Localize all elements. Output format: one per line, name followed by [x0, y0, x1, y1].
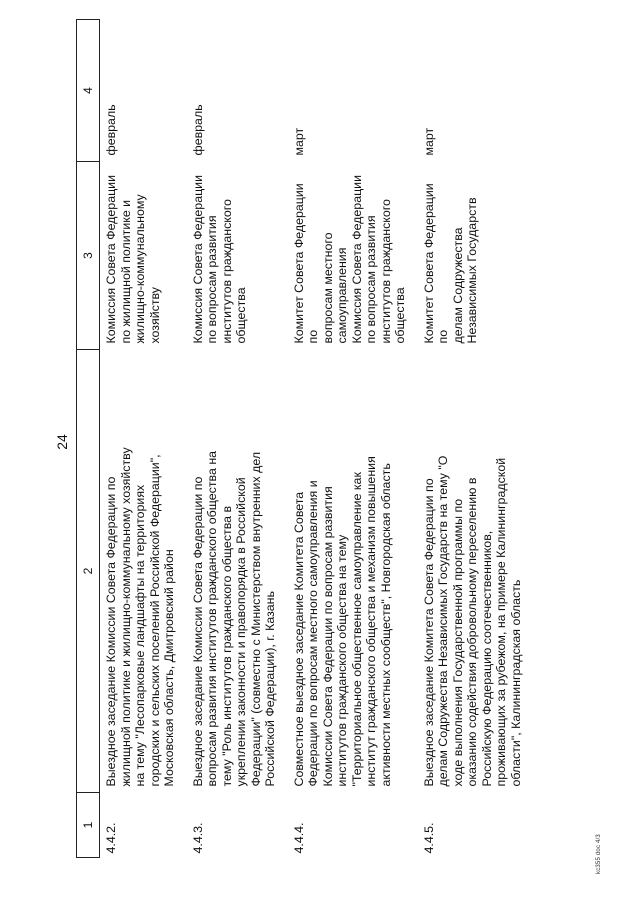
organizer: Комиссия Совета Федерации по вопросам развития институтов гражданского общества: [190, 174, 248, 344]
column-header-2: 2: [77, 350, 100, 793]
table-row: [187, 20, 288, 858]
month: март: [291, 127, 306, 156]
column-header-4: 4: [77, 20, 100, 162]
events-table: [76, 19, 533, 858]
event-description: Выездное заседание Комиссии Совета Федерации по вопросам развития институтов гражданского общества на тему "Роль институтов гражданского общества в укреплении законности и правопорядка в Российской Федерации" (совместно с Министерством внутренних дел Российской Федерации), г. Казань: [190, 450, 277, 787]
column-header-1: 1: [77, 793, 100, 858]
event-description: Совместное выездное заседание Комитета Совета Федерации по вопросам местного самоуправления и Комиссии Совета Федерации по вопросам развития институтов гражданского общества на тему "Территориальное общественное самоуправление как институт гражданского общества и механизм повышения активности местных сообществ", Новгородская область: [291, 456, 393, 787]
table-row: [288, 20, 418, 858]
event-description: Выездное заседание Комиссии Совета Федерации по жилищной политике и жилищно-коммунальному хозяйству на тему "Лесопарковые ландшафты на территориях городских и сельских поселений Российской Федерации", Московская область, Дмитровский район: [104, 447, 176, 787]
rotated-page: [20, 20, 620, 880]
organizer: Комиссия Совета Федерации по жилищной политике и жилищно-коммунальному хозяйству: [104, 174, 162, 344]
print-mark: kc355 doc 4/3: [596, 834, 602, 874]
table-header-row: [77, 20, 100, 858]
month: февраль: [190, 104, 205, 156]
organizer: Комитет Совета Федерации по делам Содружества Независимых Государств: [421, 183, 479, 344]
item-number: 4.4.5.: [421, 822, 436, 854]
item-number: 4.4.2.: [104, 822, 118, 854]
column-header-3: 3: [77, 162, 100, 350]
page-number: 24: [54, 434, 70, 450]
event-description: Выездное заседание Комитета Совета Федерации по делам Содружества Независимых Государств на тему "О ходе выполнения Государственной программы по оказанию содействия добровольному переселению в Российскую Федерацию соотечественников, проживающих за рубежом, на примере Калининградской области", Калининградская область: [421, 455, 523, 787]
month: март: [421, 127, 436, 156]
item-number: 4.4.4.: [291, 822, 306, 854]
table-row: [418, 20, 534, 858]
item-number: 4.4.3.: [190, 822, 205, 854]
table-row: [100, 20, 187, 858]
month: февраль: [104, 104, 118, 156]
organizer: Комитет Совета Федерации по вопросам местного самоуправления Комиссия Совета Федерации по вопросам развития институтов гражданского общества: [291, 174, 407, 344]
